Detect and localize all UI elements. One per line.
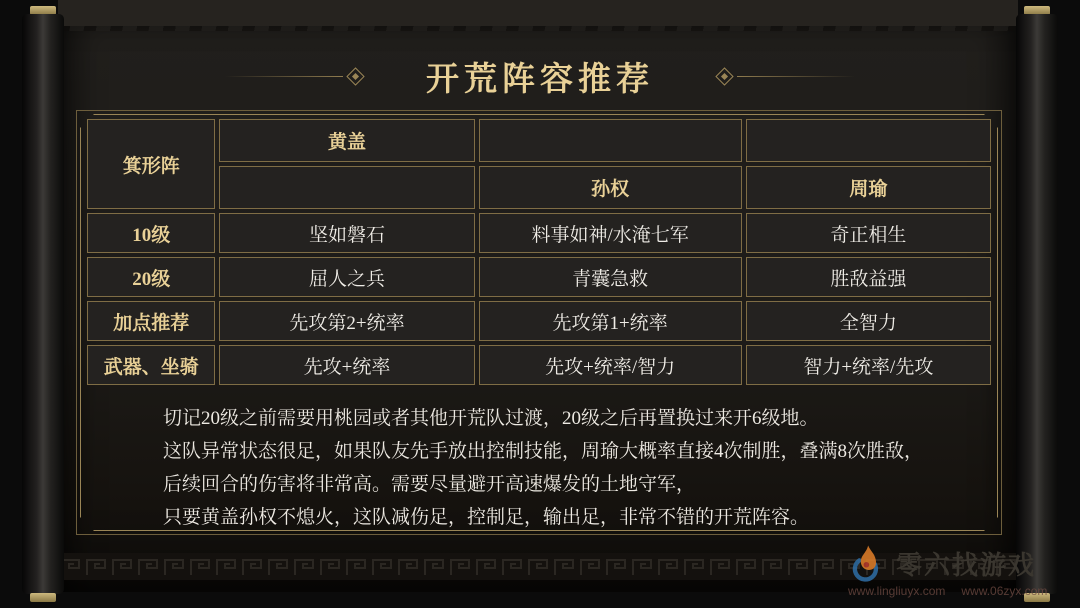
cell-value: 先攻第2+统率: [219, 301, 474, 341]
ornament-line: [737, 76, 855, 77]
note-line: 这队异常状态很足，如果队友先手放出控制技能，周瑜大概率直接4次制胜，叠满8次胜敌，: [163, 441, 924, 462]
content-frame: [76, 110, 1002, 535]
row-label: 20级: [87, 257, 215, 297]
cell-value: 全智力: [746, 301, 991, 341]
scroll-roller-right: [1016, 6, 1058, 602]
cell-empty: [219, 166, 474, 209]
cell-value: 奇正相生: [746, 213, 991, 253]
watermark: [846, 540, 1070, 604]
watermark-brand: 零六找游戏: [896, 549, 1037, 580]
roller-body: [22, 14, 64, 594]
cell-value: 青囊急救: [479, 257, 742, 297]
note-line: 后续回合的伤害将非常高。需要尽量避开高速爆发的土地守军，: [163, 474, 696, 495]
header-row-top: [87, 119, 991, 162]
row-label: 10级: [87, 213, 215, 253]
note-line: 切记20级之前需要用桃园或者其他开荒队过渡，20级之后再置换过来开6级地。: [163, 408, 819, 429]
cell-value: 坚如磐石: [219, 213, 474, 253]
diamond-ornament-icon: [346, 67, 364, 85]
cell-value: 料事如神/水淹七军: [479, 213, 742, 253]
table-row-points: [87, 301, 991, 341]
cell-value: 先攻第1+统率: [479, 301, 742, 341]
cell-value: 先攻+统率/智力: [479, 345, 742, 385]
table-row-level10: [87, 213, 991, 253]
cell-hero-sunquan: 孙权: [479, 166, 742, 209]
cell-value: 智力+统率/先攻: [746, 345, 991, 385]
title-ornament-left: [225, 70, 368, 83]
row-label: 加点推荐: [87, 301, 215, 341]
cell-hero-huanggai: 黄盖: [219, 119, 474, 162]
cell-empty: [479, 119, 742, 162]
watermark-url: www.lingliuyx.com: [848, 584, 946, 598]
header-row-bottom: [87, 166, 991, 209]
flame-icon: [846, 542, 892, 584]
cell-value: 胜敌益强: [746, 257, 991, 297]
title-row: [0, 52, 1080, 100]
table-row-equipment: [87, 345, 991, 385]
cell-formation: 箕形阵: [87, 119, 215, 209]
diamond-ornament-icon: [715, 67, 733, 85]
scroll-roller-left: [22, 6, 64, 602]
row-label: 武器、坐骑: [87, 345, 215, 385]
title-ornament-right: [712, 70, 855, 83]
cell-hero-zhouyu: 周瑜: [746, 166, 991, 209]
frame-content: [83, 115, 995, 530]
page-title: 开荒阵容推荐: [426, 61, 654, 98]
note-line: 只要黄盖孙权不熄火，这队减伤足，控制足，输出足，非常不错的开荒阵容。: [163, 507, 810, 528]
cell-empty: [746, 119, 991, 162]
watermark-top-row: [846, 540, 1070, 586]
watermark-urls: [848, 584, 1070, 598]
roller-body: [1016, 14, 1058, 594]
roller-cap: [30, 593, 56, 602]
notes-block: [83, 389, 995, 534]
ornament-line: [225, 76, 343, 77]
cell-value: 先攻+统率: [219, 345, 474, 385]
lineup-table: [83, 115, 995, 389]
watermark-url: www.06zyx.com: [961, 584, 1048, 598]
table-row-level20: [87, 257, 991, 297]
cell-value: 屈人之兵: [219, 257, 474, 297]
